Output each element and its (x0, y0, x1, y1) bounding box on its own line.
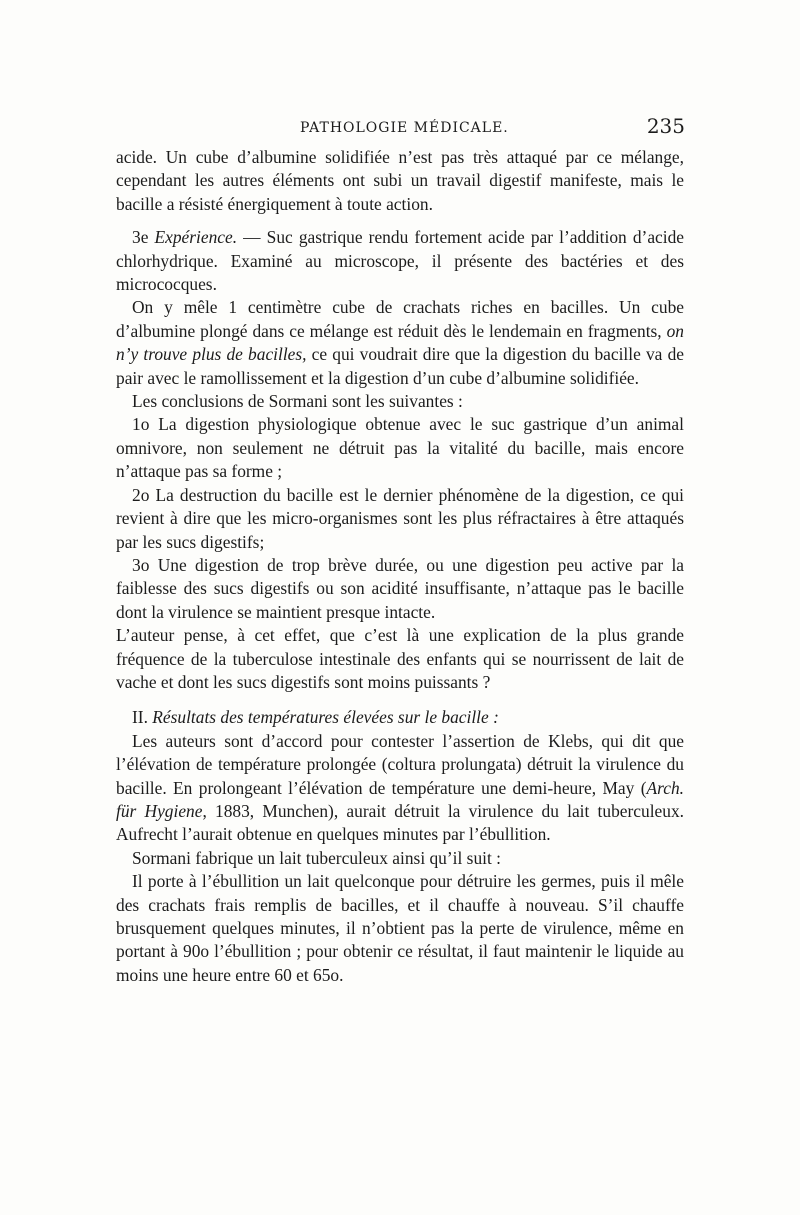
paragraph-ebullition: Il porte à l’ébullition un lait quelconque pour détruire les germes, puis il mêle des crachats frais remplis de bacilles, et il chauffe à nouveau. S’il chauffe brusquement quelques minutes, il n’obtient pas la perte de virulence, même en portant à 90o l’ébullition ; pour obtenir ce résultat, il faut maintenir le liquide au moins une heure entre 60 et 65o. (116, 871, 684, 985)
paragraph-3: On y mêle 1 centimètre cube de crachats riches en bacilles. Un cube d’albumine plongé dans ce mélange est réduit dès le lendemain en fragments, on n’y trouve plus de bacilles, ce qui voudrait dire que la digestion du bacille va de pair avec le ramollissement et la digestion d’un cube d’albumine solidifiée. (116, 297, 684, 388)
conclusion-3: 3o Une digestion de trop brève durée, ou une digestion peu active par la faiblesse des sucs digestifs ou son acidité insuffisante, n’attaque pas le bacille dont la virulence se maintient presque intacte. (116, 554, 684, 622)
paragraph-author: L’auteur pense, à cet effet, que c’est là une explication de la plus grande fréquence de la tuberculose intestinale des enfants qui se nourrissent de lait de vache et dont les sucs digestifs sont moins puissants ? (116, 625, 684, 692)
running-head: PATHOLOGIE MÉDICALE. (300, 120, 509, 136)
section-heading-ii: II. Résultats des températures élevées sur le bacille : (132, 707, 499, 728)
conclusion-1: 1o La digestion physiologique obtenue avec le suc gastrique d’un animal omnivore, non seulement ne détruit pas la vitalité du bacille, mais encore n’attaque pas sa forme ; (116, 414, 684, 482)
page-header (115, 114, 685, 140)
conclusion-2: 2o La destruction du bacille est le dernier phénomène de la digestion, ce qui revient à dire que les micro-organismes sont les plus réfractaires à être attaqués par les sucs digestifs; (116, 484, 684, 552)
paragraph-sormani: Sormani fabrique un lait tuberculeux ainsi qu’il suit : (132, 847, 501, 868)
paragraph-1: acide. Un cube d’albumine solidifiée n’est pas très attaqué par ce mélange, cependant les autres éléments ont subi un travail digestif manifeste, mais le bacille a résisté énergiquement à toute action. (116, 147, 684, 214)
page-body (116, 146, 684, 987)
paragraph-experience-3: 3e Expérience. — Suc gastrique rendu fortement acide par l’addition d’acide chlorhydrique. Examiné au microscope, il présente des bactéries et des micrococques. (116, 227, 684, 295)
paragraph-conclusions: Les conclusions de Sormani sont les suivantes : (132, 391, 463, 412)
paragraph-klebs: Les auteurs sont d’accord pour contester l’assertion de Klebs, qui dit que l’élévation de température prolongée (coltura prolungata) détruit la virulence du bacille. En prolongeant l’élévation de température une demi-heure, May (Arch. für Hygiene, 1883, Munchen), aurait détruit la virulence du lait tuberculeux. Aufrecht l’aurait obtenue en quelques minutes par l’ébullition. (116, 730, 684, 845)
page-number: 235 (646, 114, 685, 138)
